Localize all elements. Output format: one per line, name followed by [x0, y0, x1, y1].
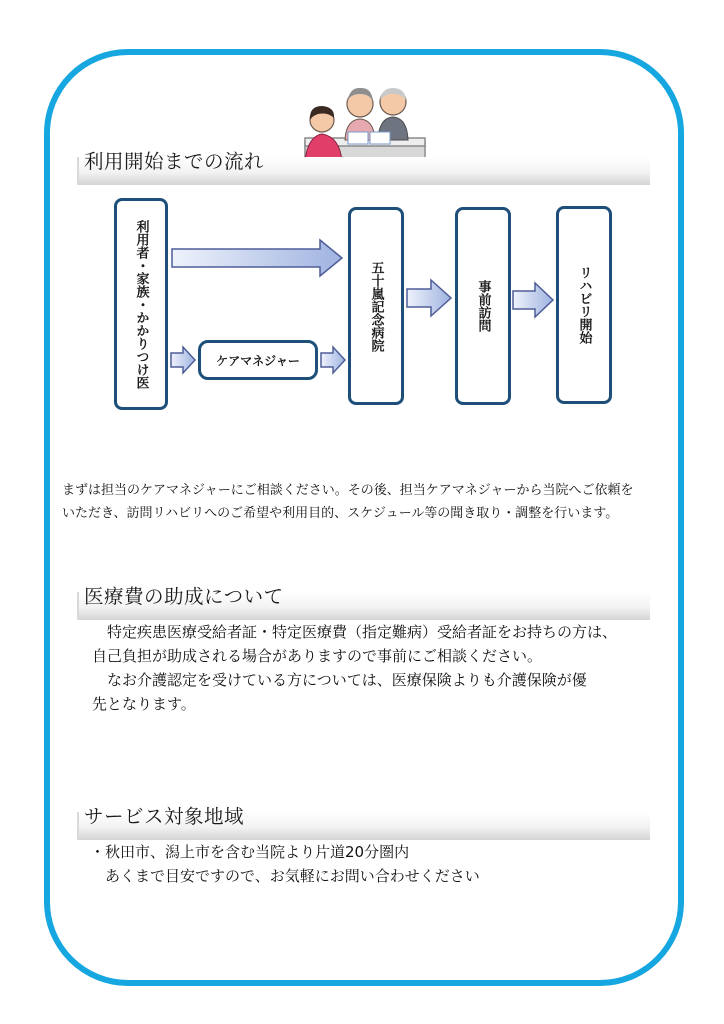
subsidy-line-4: 先となります。: [92, 695, 196, 713]
subsidy-line-1: 特定疾患医療受給者証・特定医療費（指定難病）受給者証をお持ちの方は、: [92, 623, 618, 641]
subsidy-line-3: なお介護認定を受けている方については、医療保険よりも介護保険が優: [92, 671, 587, 689]
arrow-visit-to-start: [511, 281, 555, 319]
flow-box-source-label: 利用者・家族・かかりつけ医: [133, 219, 149, 389]
arrow-source-to-care-manager: [169, 345, 197, 375]
intro-line-1: まずは担当のケアマネジャーにご相談ください。その後、担当ケアマネジャーから当院へご依頼を: [62, 483, 634, 498]
flow-box-hospital-label: 五十嵐記念病院: [368, 260, 384, 352]
intro-line-2: いただき、訪問リハビリへのご希望や利用目的、スケジュール等の聞き取り・調整を行います。: [62, 506, 619, 521]
subsidy-line-2: 自己負担が助成される場合がありますので事前にご相談ください。: [92, 647, 543, 665]
flow-box-care-manager: [198, 340, 318, 380]
arrow-source-to-hospital: [170, 238, 344, 278]
flow-box-start-label: リハビリ開始: [576, 266, 592, 344]
section-title-area: サービス対象地域: [84, 805, 245, 828]
area-line-1: ・秋田市、潟上市を含む当院より片道20分圏内: [90, 843, 410, 861]
area-line-2: あくまで目安ですので、お気軽にお問い合わせください: [90, 867, 480, 885]
flow-box-visit: [455, 207, 511, 405]
flow-box-visit-label: 事前訪問: [475, 280, 491, 332]
flow-box-source: [114, 198, 168, 410]
section-title-flow: 利用開始までの流れ: [84, 150, 265, 173]
flow-box-care-manager-label: ケアマネジャー: [216, 353, 300, 368]
section-title-subsidy: 医療費の助成について: [84, 585, 284, 608]
flow-box-start: [556, 206, 612, 404]
flow-box-hospital: [348, 207, 404, 405]
arrow-care-manager-to-hospital: [319, 345, 347, 375]
arrow-hospital-to-visit: [405, 278, 453, 318]
